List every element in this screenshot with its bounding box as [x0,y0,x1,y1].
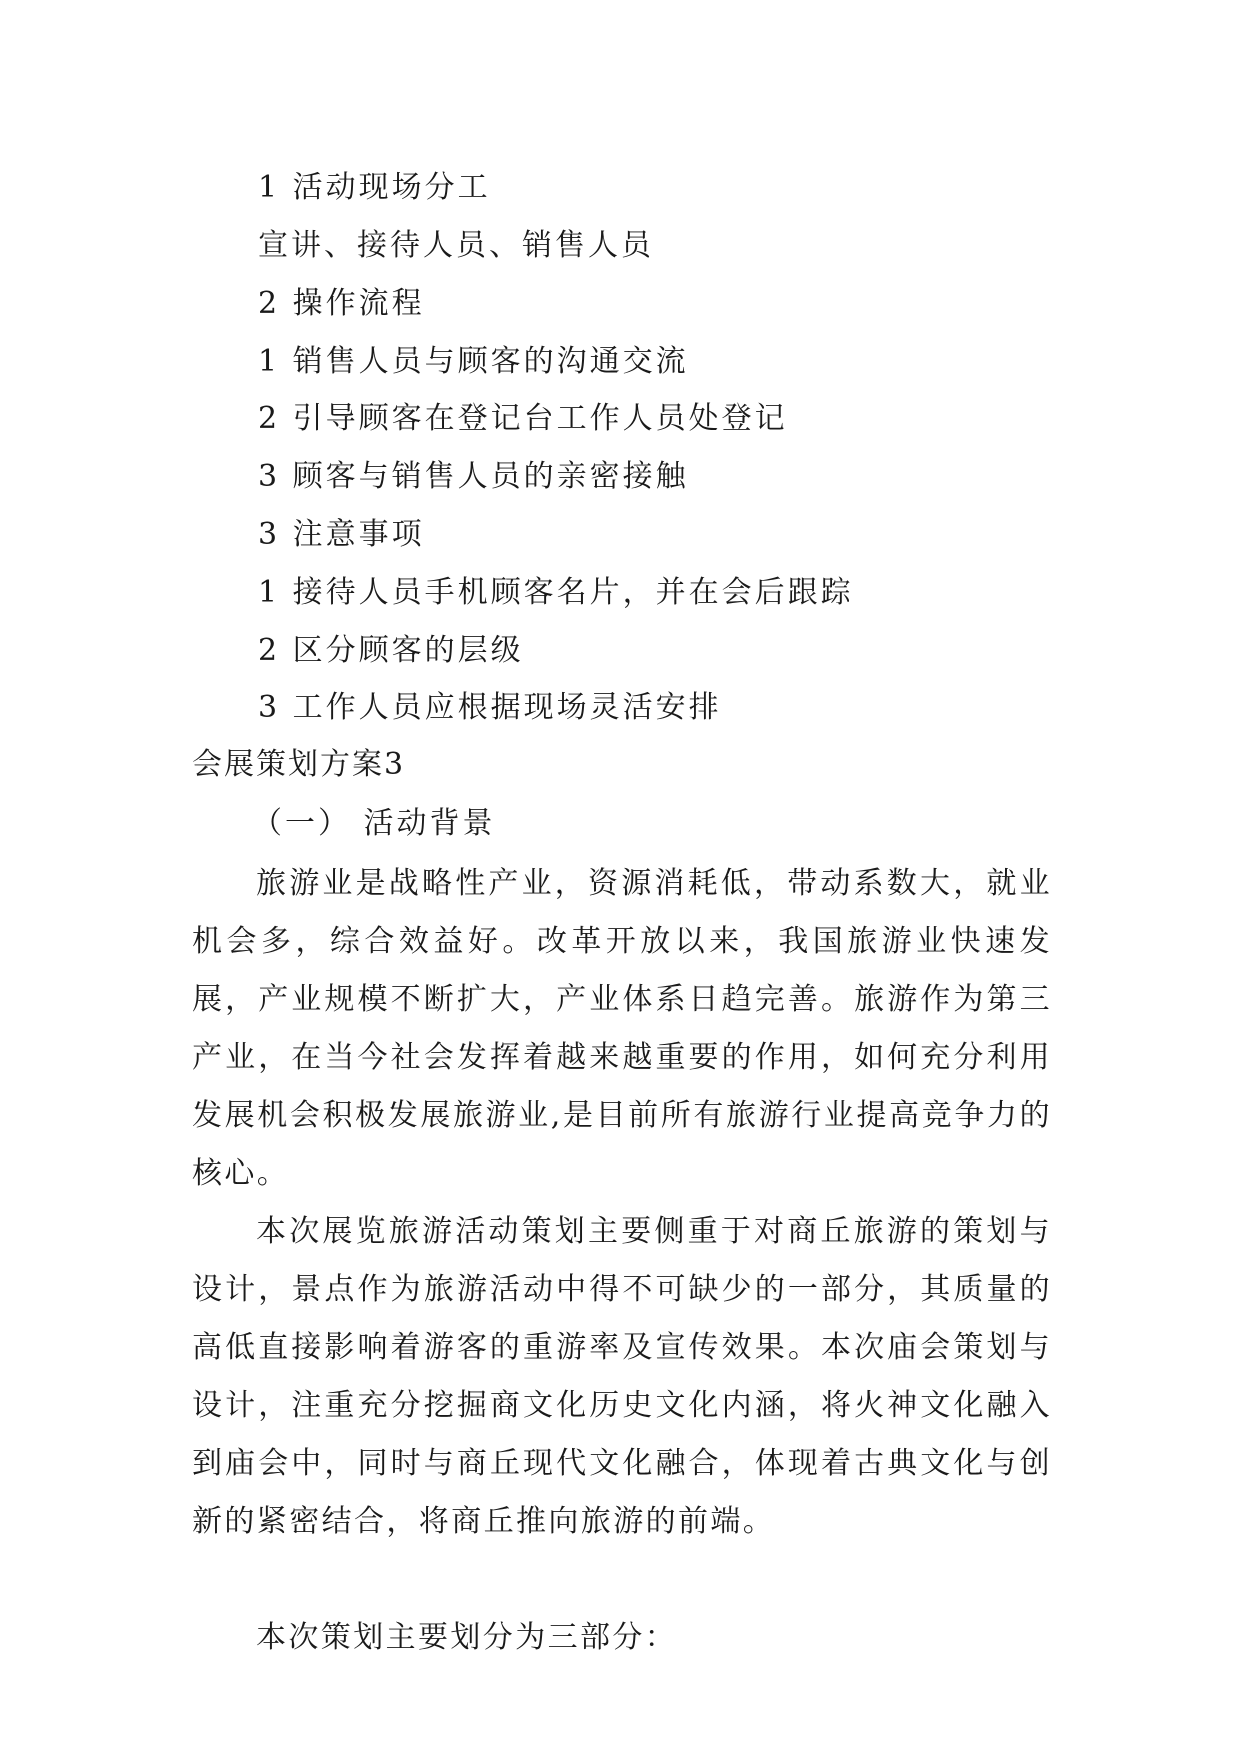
list-line: 3 顾客与销售人员的亲密接触 [258,459,689,494]
section-title: 会展策划方案3 [192,747,406,782]
list-line: 2 区分顾客的层级 [258,633,524,668]
paragraph-parts: 本次策划主要划分为三部分： [256,1620,678,1655]
list-line: 3 工作人员应根据现场灵活安排 [258,690,722,725]
paragraph-planning: 本次展览旅游活动策划主要侧重于对商丘旅游的策划与设计，景点作为旅游活动中得不可缺少的一部分，其质量的高低直接影响着游客的重游率及宣传效果。本次庙会策划与设计，注重充分挖掘商文化历史文化内涵，将火神文化融入到庙会中，同时与商丘现代文化融合，体现着古典文化与创新的紧密结合，将商丘推向旅游的前端。 [192,1214,1052,1539]
list-line: 1 活动现场分工 [258,170,491,205]
list-line: 宣讲、接待人员、销售人员 [258,228,654,263]
list-line: 2 操作流程 [258,286,425,321]
list-line: 1 接待人员手机顾客名片，并在会后跟踪 [258,575,854,610]
list-line: 3 注意事项 [258,517,425,552]
list-line: 1 销售人员与顾客的沟通交流 [258,344,689,379]
paragraph-background: 旅游业是战略性产业，资源消耗低，带动系数大，就业机会多，综合效益好。改革开放以来，我国旅游业快速发展，产业规模不断扩大，产业体系日趋完善。旅游作为第三产业，在当今社会发挥着越来越重要的作用，如何充分利用发展机会积极发展旅游业,是目前所有旅游行业提高竞争力的核心。 [192,866,1052,1191]
subsection-title: （一） 活动背景 [252,806,496,841]
list-line: 2 引导顾客在登记台工作人员处登记 [258,401,788,436]
